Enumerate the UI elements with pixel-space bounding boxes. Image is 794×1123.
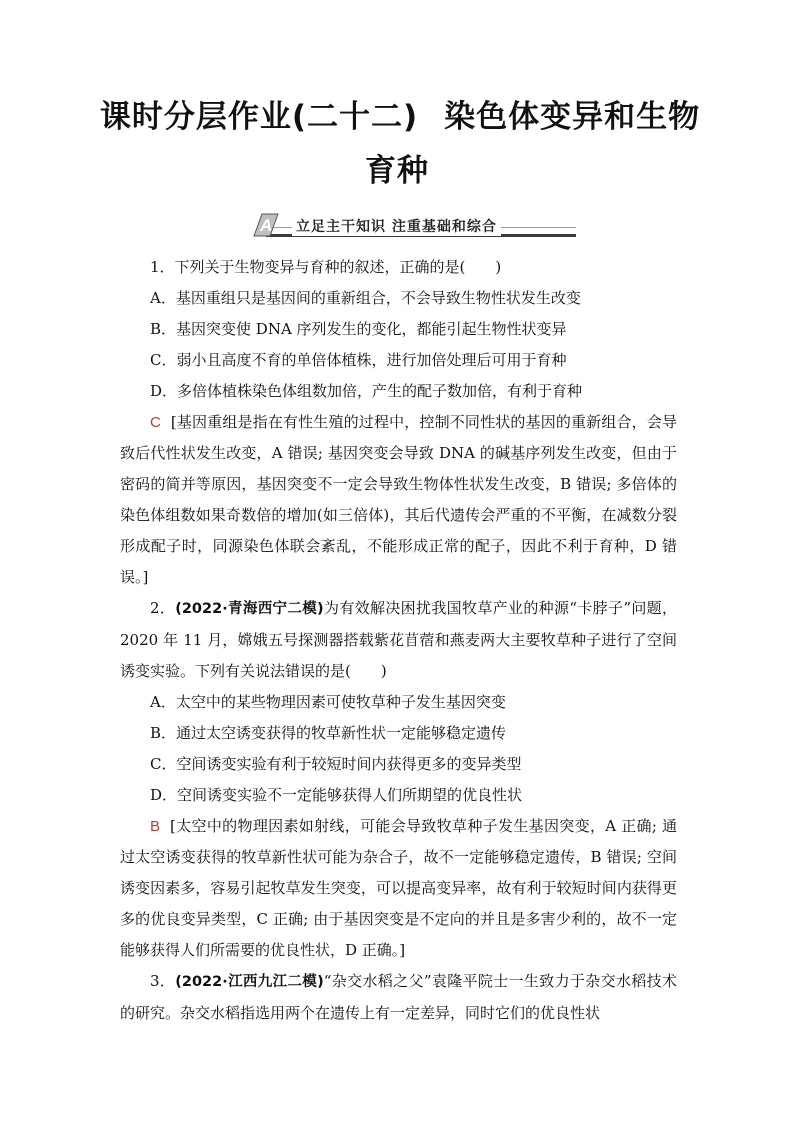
q1-option-a: A．基因重组只是基因间的重新组合，不会导致生物性状发生改变 — [150, 289, 581, 307]
title-part-a: 课时分层作业(二十二) — [99, 99, 419, 135]
q1-option-c: C．弱小且高度不育的单倍体植株，进行加倍处理后可用于育种 — [150, 351, 567, 369]
section-label: 立足主干知识 注重基础和综合 — [292, 216, 501, 236]
q1-answer-block — [120, 407, 677, 593]
q2-answer: B — [150, 818, 161, 835]
section-banner — [246, 214, 576, 240]
q3-number: 3． — [150, 972, 176, 990]
page-title — [0, 92, 794, 196]
q2-explanation: [太空中的物理因素如射线，可能会导致牧草种子发生基因突变，A 正确; 通过太空诱变获得的牧草新性状可能为杂合子，故不一定能够稳定遗传，B 错误; 空间诱变因素多，容易引起牧草发生突变，可以提高变异率，故有利于较短时间内获得更多的优良变异类型，C 正确; 由于基因突变是不定向的并且是多害少利的，故不一定能够获得人们所需要的优良性状，D 正确。] — [120, 817, 677, 959]
title-line-1 — [0, 92, 794, 142]
q3-stem-block — [120, 966, 677, 1029]
q2-stem: 为有效解决困扰我国牧草产业的种源“卡脖子”问题，2020 年 11 月，嫦娥五号探测器搭载紫花苜蓿和燕麦两大主要牧草种子进行了空间诱变实验。下列有关说法错误的是( ) — [120, 599, 677, 680]
q3-stem: “杂交水稻之父”袁隆平院士一生致力于杂交水稻技术的研究。杂交水稻指选用两个在遗传上有一定差异，同时它们的优良性状 — [120, 972, 677, 1022]
q2-answer-block — [120, 811, 677, 966]
q1-explanation: [基因重组是指在有性生殖的过程中，控制不同性状的基因的重新组合，会导致后代性状发生改变，A 错误; 基因突变会导致 DNA 的碱基序列发生改变，但由于密码的简并等原因，基因突变不一定会导致生物体性状发生改变，B 错误; 多倍体的染色体组数如果奇数倍的增加(如三倍体)，其后代遗传会严重的不平衡，在减数分裂形成配子时，同源染色体联会紊乱，不能形成正常的配子，因此不利于育种，D 错误。] — [120, 413, 677, 586]
q2-number: 2． — [150, 599, 176, 617]
q2-option-d: D．空间诱变实验不一定能够获得人们所期望的优良性状 — [150, 786, 523, 804]
q2-option-b: B．通过太空诱变获得的牧草新性状一定能够稳定遗传 — [150, 724, 507, 742]
question-content — [120, 252, 677, 1029]
section-letter: A — [259, 216, 273, 235]
title-part-b: 染色体变异和生物 — [444, 99, 701, 135]
q1-option-d: D．多倍体植株染色体组数加倍，产生的配子数加倍，有利于育种 — [150, 382, 583, 400]
q2-option-c: C．空间诱变实验有利于较短时间内获得更多的变异类型 — [150, 755, 522, 773]
q2-source: (2022·青海西宁二模) — [175, 601, 324, 617]
q1-option-b: B．基因突变使 DNA 序列发生的变化，都能引起生物性状变异 — [150, 320, 567, 338]
q2-option-a: A．太空中的某些物理因素可使牧草种子发生基因突变 — [150, 693, 506, 711]
q1-answer: C — [150, 414, 161, 431]
title-line-2: 育种 — [365, 153, 429, 189]
q1-stem: 1．下列关于生物变异与育种的叙述，正确的是( ) — [150, 258, 502, 276]
section-letter-badge — [248, 212, 284, 238]
q2-stem-block — [120, 593, 677, 687]
q3-source: (2022·江西九江二模) — [175, 974, 324, 990]
